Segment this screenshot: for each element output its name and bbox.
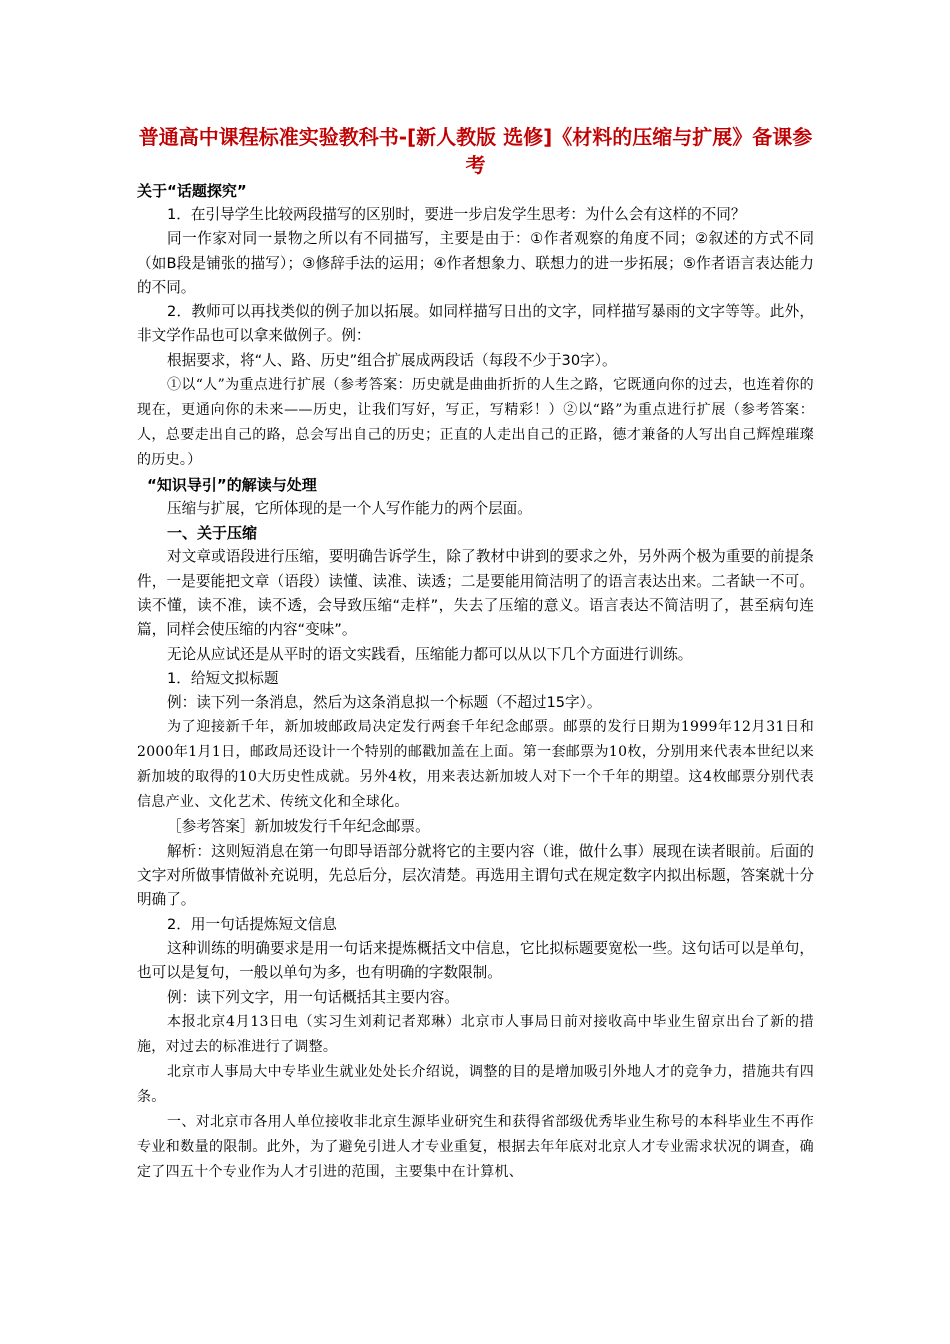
paragraph: 根据要求，将“人、路、历史”组合扩展成两段话（每段不少于30字）。 — [167, 351, 617, 369]
document-title: 普通高中课程标准实验教科书-[新人教版 选修]《材料的压缩与扩展》备课参考 — [138, 125, 813, 177]
paragraph: 同一作家对同一景物之所以有不同描写，主要是由于：①作者观察的角度不同；②叙述的方式不同（如B段是铺张的描写）；③修辞手法的运用；④作者想象力、联想力的进一步拓展；⑤作者语言表达能力的不同。 — [137, 230, 814, 296]
paragraph: 对文章或语段进行压缩，要明确告诉学生，除了教材中讲到的要求之外，另外两个极为重要的前提条件，一是要能把文章（语段）读懂、读准、读透；二是要能用简洁明了的语言表达出来。二者缺一不可。读不懂，读不准，读不透，会导致压缩“走样”，失去了压缩的意义。语言表达不简洁明了，甚至病句连篇，同样会使压缩的内容“变味”。 — [137, 548, 814, 639]
paragraph: 解析：这则短消息在第一句即导语部分就将它的主要内容（谁，做什么事）展现在读者眼前。后面的文字对所做事情做补充说明，先总后分，层次清楚。再选用主谓句式在规定数字内拟出标题，答案就十分明确了。 — [137, 842, 814, 909]
subsection-heading: 一、关于压缩 — [167, 524, 258, 543]
paragraph: 压缩与扩展，它所体现的是一个人写作能力的两个层面。 — [167, 500, 532, 518]
section-heading: 关于“话题探究” — [137, 182, 247, 200]
news-paragraph: 本报北京4月13日电（实习生刘莉记者郑琳）北京市人事局日前对接收高中毕业生留京出台了新的措施，对过去的标准进行了调整。 — [137, 1013, 814, 1055]
section-topic-inquiry — [137, 179, 814, 473]
answer-paragraph: ①以“人”为重点进行扩展（参考答案：历史就是曲曲折折的人生之路，它既通向你的过去，也连着你的现在，更通向你的未来——历史，让我们写好，写正，写精彩！）②以“路”为重点进行扩展（参考答案：人，总要走出自己的路，总会写出自己的历史；正直的人走出自己的正路，德才兼备的人写出自己辉煌璀璨的历史。） — [137, 377, 814, 469]
news-paragraph: 北京市人事局大中专毕业生就业处处长介绍说，调整的目的是增加吸引外地人才的竞争力，措施共有四条。 — [137, 1063, 814, 1105]
news-paragraph: 一、对北京市各用人单位接收非北京生源毕业研究生和获得省部级优秀毕业生称号的本科毕业生不再作专业和数量的限制。此外，为了避免引进人才专业重复，根据去年年底对北京人才专业需求状况的调查，确定了四五十个专业作为人才引进的范围，主要集中在计算机、 — [137, 1113, 814, 1180]
section-heading: “知识导引”的解读与处理 — [147, 476, 317, 495]
paragraph: 2．教师可以再找类似的例子加以拓展。如同样描写日出的文字，同样描写暴雨的文字等等。此外，非文学作品也可以拿来做例子。例： — [137, 303, 814, 345]
paragraph: 2．用一句话提炼短文信息 — [167, 915, 337, 933]
section-knowledge-guide — [137, 473, 814, 1185]
paragraph: 无论从应试还是从平时的语文实践看，压缩能力都可以从以下几个方面进行训练。 — [167, 645, 693, 663]
paragraph: 1．在引导学生比较两段描写的区别时，要进一步启发学生思考：为什么会有这样的不同？ — [167, 206, 746, 223]
document-page — [137, 123, 814, 1185]
news-paragraph: 为了迎接新千年，新加坡邮政局决定发行两套千年纪念邮票。邮票的发行日期为1999年12月31日和2000年1月1日，邮政局还设计一个特别的邮戳加盖在上面。第一套邮票为10枚，分别用来代表本世纪以来新加坡的取得的10大历史性成就。另外4枚，用来表达新加坡人对下一个千年的期望。这4枚邮票分别代表信息产业、文化艺术、传统文化和全球化。 — [137, 719, 814, 811]
paragraph: 例：读下列文字，用一句话概括其主要内容。 — [167, 988, 459, 1006]
paragraph: 例：读下列一条消息，然后为这条消息拟一个标题（不超过15字）。 — [167, 694, 602, 712]
paragraph: 1．给短文拟标题 — [167, 669, 279, 687]
paragraph: 这种训练的明确要求是用一句话来提炼概括文中信息，它比拟标题要宽松一些。这句话可以是单句，也可以是复句，一般以单句为多，也有明确的字数限制。 — [137, 939, 814, 982]
paragraph: ［参考答案］新加坡发行千年纪念邮票。 — [167, 818, 430, 836]
